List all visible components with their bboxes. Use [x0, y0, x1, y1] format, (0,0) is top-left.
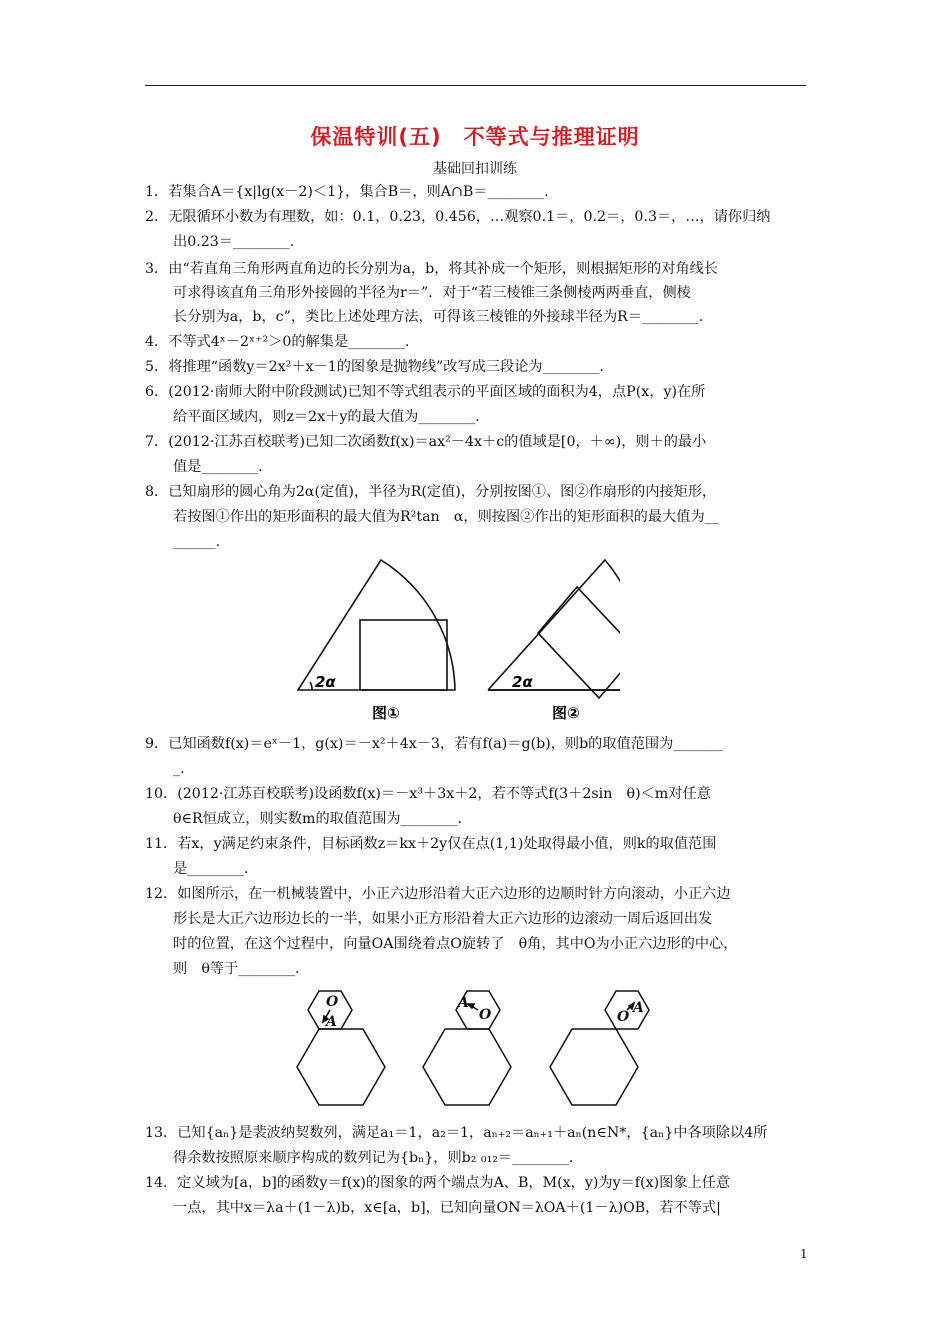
- header-rule: [145, 85, 806, 86]
- problem-line: 出0.23＝________.: [173, 234, 295, 250]
- problem-line: 时的位置，在这个过程中，向量OA围绕着点O旋转了 θ角，其中O为小正六边形的中心，: [173, 936, 738, 952]
- problem-line: 是________.: [173, 861, 249, 877]
- point-label: A: [458, 995, 469, 1011]
- problem-line: 13．已知{aₙ}是裴波纳契数列，满足a₁＝1，a₂＝1，aₙ₊₂＝aₙ₊₁＋aₙ(n∈N*，{aₙ}中各项除以4所: [145, 1125, 768, 1141]
- figure-caption-1: 图①: [372, 704, 400, 722]
- problem-line: ______.: [173, 534, 221, 550]
- problem-line: 若按图①作出的矩形面积的最大值为R²tan α，则按图②作出的矩形面积的最大值为__: [173, 509, 719, 525]
- problem-line: _.: [173, 761, 185, 777]
- problem-line: 5．将推理“函数y＝2x²＋x－1的图象是抛物线”改写成三段论为________.: [145, 359, 604, 375]
- problem-line: 3．由“若直角三角形两直角边的长分别为a，b，将其补成一个矩形，则根据矩形的对角线长: [145, 261, 718, 277]
- hexagon-figure: [290, 985, 670, 1117]
- point-label: O: [479, 1007, 492, 1023]
- figure-caption-2: 图②: [552, 704, 580, 722]
- problem-line: 11．若x，y满足约束条件，目标函数z＝kx＋2y仅在点(1,1)处取得最小值，则k的取值范围: [145, 836, 717, 852]
- point-label: A: [326, 1014, 337, 1030]
- problem-line: 一点，其中x＝λa＋(1－λ)b，x∈[a，b]，已知向量ON＝λOA＋(1－λ)OB，若不等式|: [173, 1200, 721, 1216]
- angle-label: 2α: [315, 673, 336, 691]
- problem-line: 14．定义域为[a，b]的函数y＝f(x)的图象的两个端点为A、B，M(x，y)为y＝f(x)图象上任意: [145, 1175, 731, 1191]
- problem-line: 9．已知函数f(x)＝eˣ－1，g(x)＝－x²＋4x－3，若有f(a)＝g(b)，则b的取值范围为_______: [145, 736, 723, 752]
- problem-line: 则 θ等于________.: [173, 961, 300, 977]
- problem-line: 得余数按照原来顺序构成的数列记为{bₙ}，则b₂ ₀₁₂＝________.: [173, 1150, 574, 1166]
- problem-line: θ∈R恒成立，则实数m的取值范围为________.: [173, 811, 462, 827]
- point-label: O: [326, 994, 339, 1010]
- point-label: O: [617, 1009, 630, 1025]
- section-subtitle: 基础回扣训练: [433, 161, 517, 177]
- problem-line: 12．如图所示，在一机械装置中，小正六边形沿着大正六边形的边顺时针方向滚动，小正六边: [145, 886, 731, 902]
- problem-line: 10．(2012·江苏百校联考)设函数f(x)＝－x³＋3x＋2，若不等式f(3＋2sin θ)＜m对任意: [145, 786, 711, 802]
- problem-line: 值是________.: [173, 459, 263, 475]
- page-number: 1: [800, 1247, 808, 1261]
- point-label: A: [633, 1000, 644, 1016]
- problem-line: 长分别为a，b，c”，类比上述处理方法，可得该三棱锥的外接球半径为R＝________.: [173, 309, 704, 325]
- problem-line: 1．若集合A＝{x|lg(x－2)＜1}，集合B＝，则A∩B＝________.: [145, 184, 549, 200]
- angle-label: 2α: [512, 673, 533, 691]
- problem-line: 7．(2012·江苏百校联考)已知二次函数f(x)＝ax²－4x＋c的值域是[0，＋∞)，则＋的最小: [145, 434, 707, 450]
- problem-line: 2．无限循环小数为有理数，如：0.1，0.23，0.456，…观察0.1＝，0.2＝，0.3＝，…，请你归纳: [145, 209, 771, 225]
- problem-line: 8．已知扇形的圆心角为2α(定值)，半径为R(定值)，分别按图①、图②作扇形的内接矩形，: [145, 484, 717, 500]
- problem-line: 给平面区域内，则z＝2x＋y的最大值为________.: [173, 409, 480, 425]
- page-title: 保温特训(五) 不等式与推理证明: [310, 125, 640, 149]
- problem-line: 可求得该直角三角形外接圆的半径为r＝”．对于“若三棱锥三条侧棱两两垂直，侧棱: [173, 285, 691, 301]
- sector-figure: [290, 555, 620, 725]
- problem-line: 6．(2012·南师大附中阶段测试)已知不等式组表示的平面区域的面积为4，点P(x，y)在所: [145, 384, 706, 400]
- problem-line: 4．不等式4ˣ－2ˣ⁺²＞0的解集是________.: [145, 334, 410, 350]
- problem-line: 形长是大正六边形边长的一半，如果小正方形沿着大正六边形的边滚动一周后返回出发: [173, 911, 713, 927]
